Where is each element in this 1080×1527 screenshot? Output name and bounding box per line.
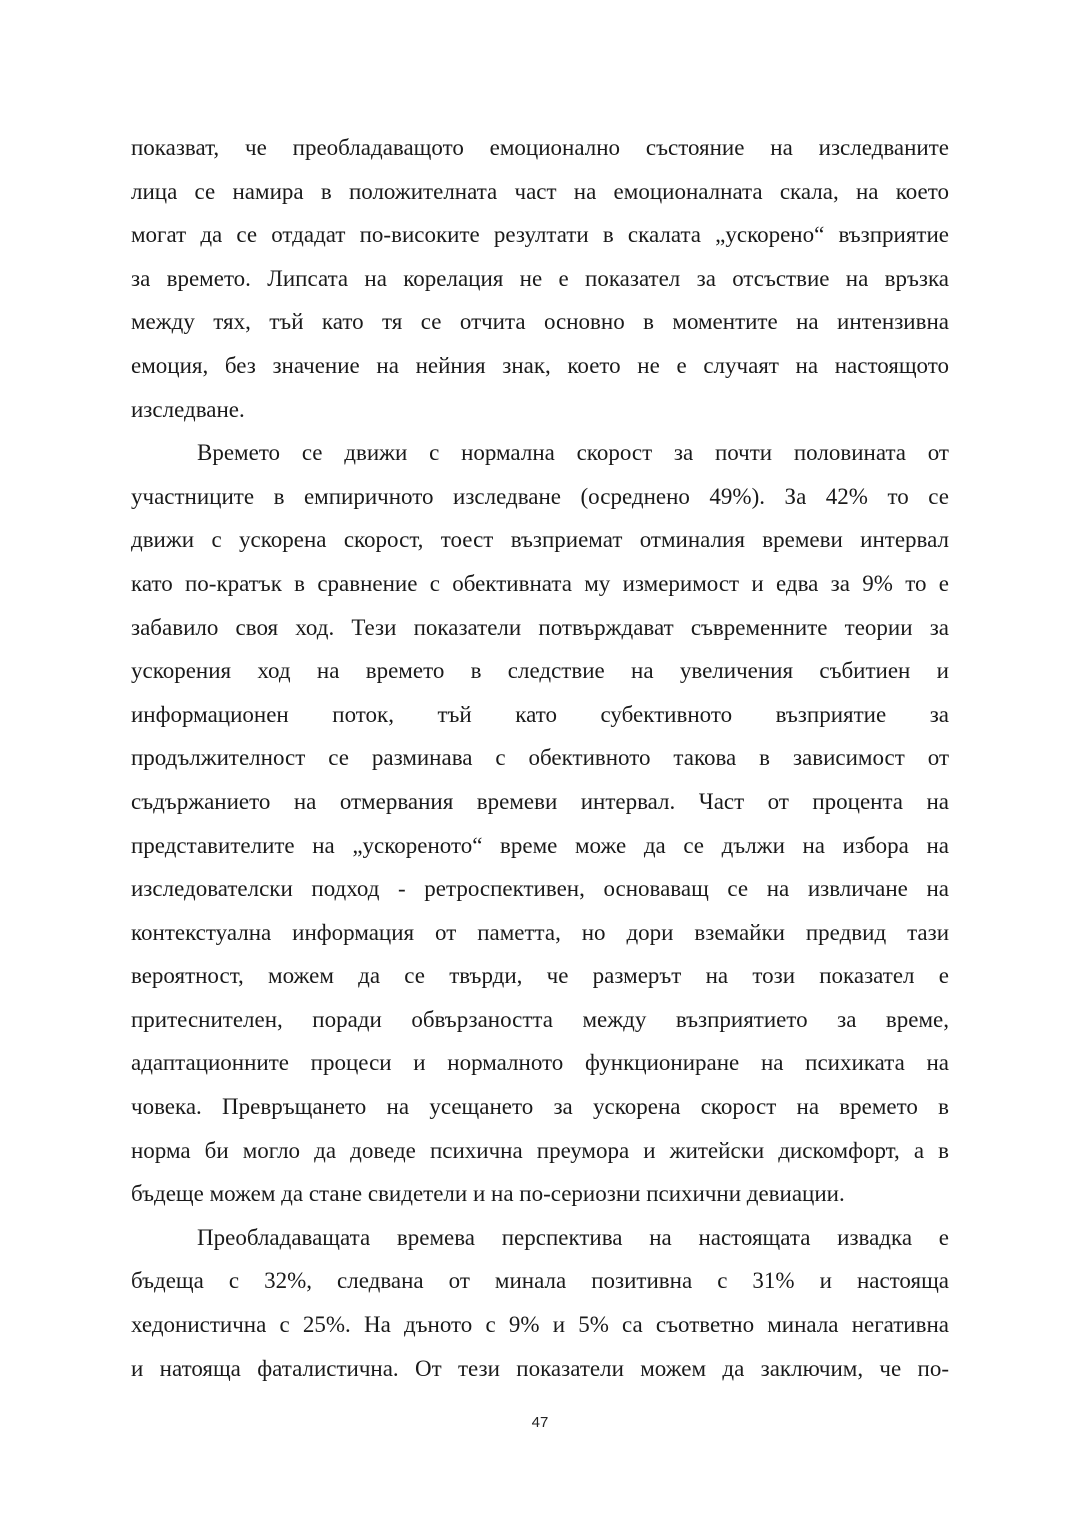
text-line: вероятност, можем да се твърди, че размерът на този показател е [131,963,949,989]
text-line: притеснителен, поради обвързаността между възприятието за време, [131,1006,949,1032]
page-number: 47 [531,1414,549,1431]
text-line: хедонистична с 25%. На дъното с 9% и 5% са съответно минала негативна [131,1312,949,1338]
text-line: и натояща фаталистична. От тези показатели можем да заключим, че по- [131,1355,949,1381]
text-line: забавило своя ход. Тези показатели потвърждават съвременните теории за [131,614,949,640]
text-line: като по-кратък в сравнение с обективната му измеримост и едва за 9% то е [131,570,949,596]
body-text [131,126,949,1390]
text-line: за времето. Липсата на корелация не е показател за отсъствие на връзка [131,265,949,291]
text-line: между тях, тъй като тя се отчита основно в моментите на интензивна [131,309,949,335]
text-line: емоция, без значение на нейния знак, което не е случаят на настоящото [131,352,949,378]
text-line: движи с ускорена скорост, тоест възприемат отминалия времеви интервал [131,527,949,553]
text-line: участниците в емпиричното изследване (осреднено 49%). За 42% то се [131,483,949,509]
text-line: изследователски подход - ретроспективен, основаващ се на извличане на [131,876,949,902]
text-line: Преобладаващата времева перспектива на настоящата извадка е [197,1224,949,1250]
text-line: адаптационните процеси и нормалното функциониране на психиката на [131,1050,949,1076]
text-line: представителите на „ускореното“ време може да се дължи на избора на [131,832,949,858]
text-line: бъдеща с 32%, следвана от минала позитивна с 31% и настояща [131,1268,949,1294]
text-line: могат да се отдадат по-високите резултати в скалата „ускорено“ възприятие [131,222,949,248]
text-line: ускорения ход на времето в следствие на увеличения събитиен и [131,658,949,684]
text-line: продължителност се разминава с обективното такова в зависимост от [131,745,949,771]
text-line: показват, че преобладаващото емоционално състояние на изследваните [131,135,949,160]
text-line: контекстуална информация от паметта, но дори вземайки предвид тази [131,919,949,945]
text-line: съдържанието на отмервания времеви интервал. Част от процента на [131,788,949,814]
text-line: Времето се движи с нормална скорост за почти половината от [197,440,949,466]
paragraph-2 [131,431,949,1216]
text-line: информационен поток, тъй като субективното възприятие за [131,701,949,727]
text-line: човека. Превръщането на усещането за ускорена скорост на времето в [131,1094,949,1120]
text-line: норма би могло да доведе психична преумора и житейски дискомфорт, а в [131,1137,949,1163]
paragraph-3 [131,1216,949,1390]
text-line: лица се намира в положителната част на емоционалната скала, на което [131,178,949,204]
paragraph-1 [131,126,949,431]
text-line: бъдеще можем да стане свидетели и на по-сериозни психични девиации. [131,1181,845,1207]
text-line: изследване. [131,396,245,422]
